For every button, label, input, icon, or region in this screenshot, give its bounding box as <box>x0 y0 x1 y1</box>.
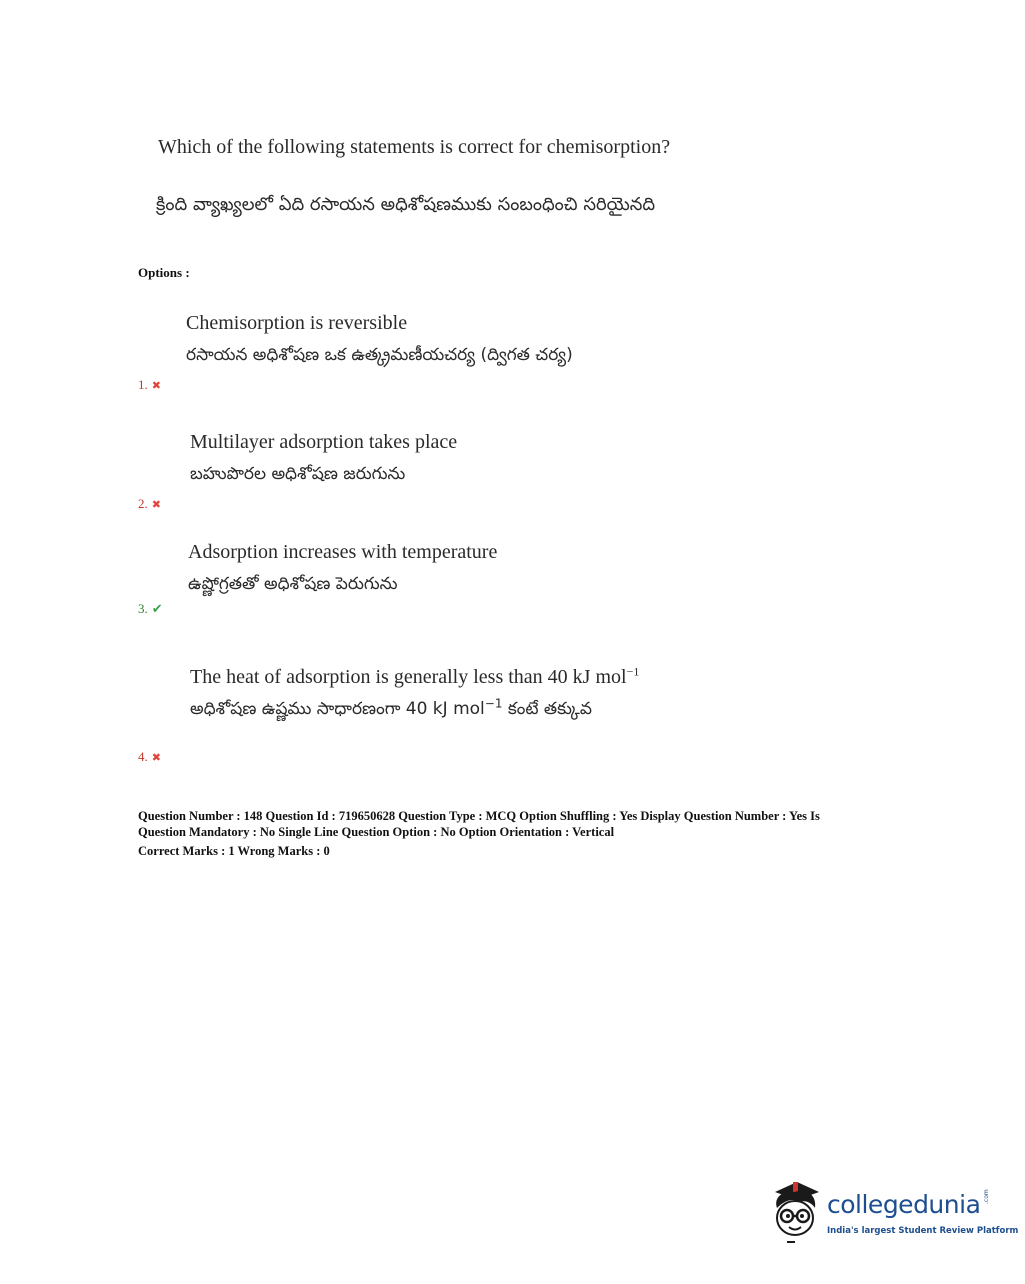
metadata-line-1: Question Number : 148 Question Id : 719650628 Question Type : MCQ Option Shuffling : Yes Display Question Number : Yes Is <box>138 809 820 823</box>
option-3-english: Adsorption increases with temperature <box>188 541 498 563</box>
option-4-telugu-exponent: −1 <box>484 696 503 711</box>
collegedunia-logo <box>765 1176 1019 1246</box>
option-4-telugu <box>190 696 639 723</box>
option-2-telugu: బహుపొరల అధిశోషణ జరుగును <box>190 464 406 484</box>
cross-icon: ✖ <box>151 499 161 511</box>
question-telugu: క్రింది వ్యాఖ్యలలో ఏది రసాయన అధిశోషణముకు సంబంధించి సరియైనది <box>156 194 656 215</box>
option-4-telugu-text: అధిశోషణ ఉష్ణము సాధారణంగా 40 kJ mol <box>190 699 485 719</box>
option-4-english-text: The heat of adsorption is generally less than 40 kJ mol <box>190 666 627 688</box>
option-1-number <box>138 377 161 393</box>
question-metadata <box>138 808 898 859</box>
metadata-line-3: Correct Marks : 1 Wrong Marks : 0 <box>138 844 330 858</box>
logo-domain-suffix: .com <box>983 1189 990 1204</box>
option-3-number <box>138 601 163 617</box>
option-4-number <box>138 749 161 765</box>
option-2-number <box>138 496 161 512</box>
cross-icon: ✖ <box>151 752 161 764</box>
option-3-number-label: 3. <box>138 601 148 616</box>
option-3-telugu: ఉష్ణోగ్రతతో అధిశోషణ పెరుగును <box>188 574 398 594</box>
question-english: Which of the following statements is correct for chemisorption? <box>158 136 671 158</box>
metadata-line-2: Question Mandatory : No Single Line Question Option : No Option Orientation : Vertical <box>138 825 615 839</box>
option-4-number-label: 4. <box>138 749 148 764</box>
option-2-english: Multilayer adsorption takes place <box>190 431 458 453</box>
mascot-icon <box>767 1178 825 1244</box>
option-4-telugu-suffix: కంటే తక్కువ <box>502 699 592 719</box>
logo-wordmark: collegedunia <box>827 1190 981 1219</box>
option-1-telugu: రసాయన అధిశోషణ ఒక ఉత్క్రమణీయచర్య (ద్విగత చర్య) <box>186 345 573 365</box>
option-1-english: Chemisorption is reversible <box>186 312 408 334</box>
check-icon: ✔ <box>151 601 163 616</box>
option-4-english-exponent: −1 <box>626 664 640 679</box>
option-2-number-label: 2. <box>138 496 148 511</box>
option-4-english <box>190 666 639 689</box>
option-2 <box>190 431 457 488</box>
option-4 <box>190 666 639 723</box>
option-3 <box>188 541 497 598</box>
option-1 <box>186 312 573 369</box>
options-label: Options : <box>138 265 190 280</box>
logo-tagline: India's largest Student Review Platform <box>827 1226 1019 1236</box>
cross-icon: ✖ <box>151 380 161 392</box>
option-1-number-label: 1. <box>138 377 148 392</box>
